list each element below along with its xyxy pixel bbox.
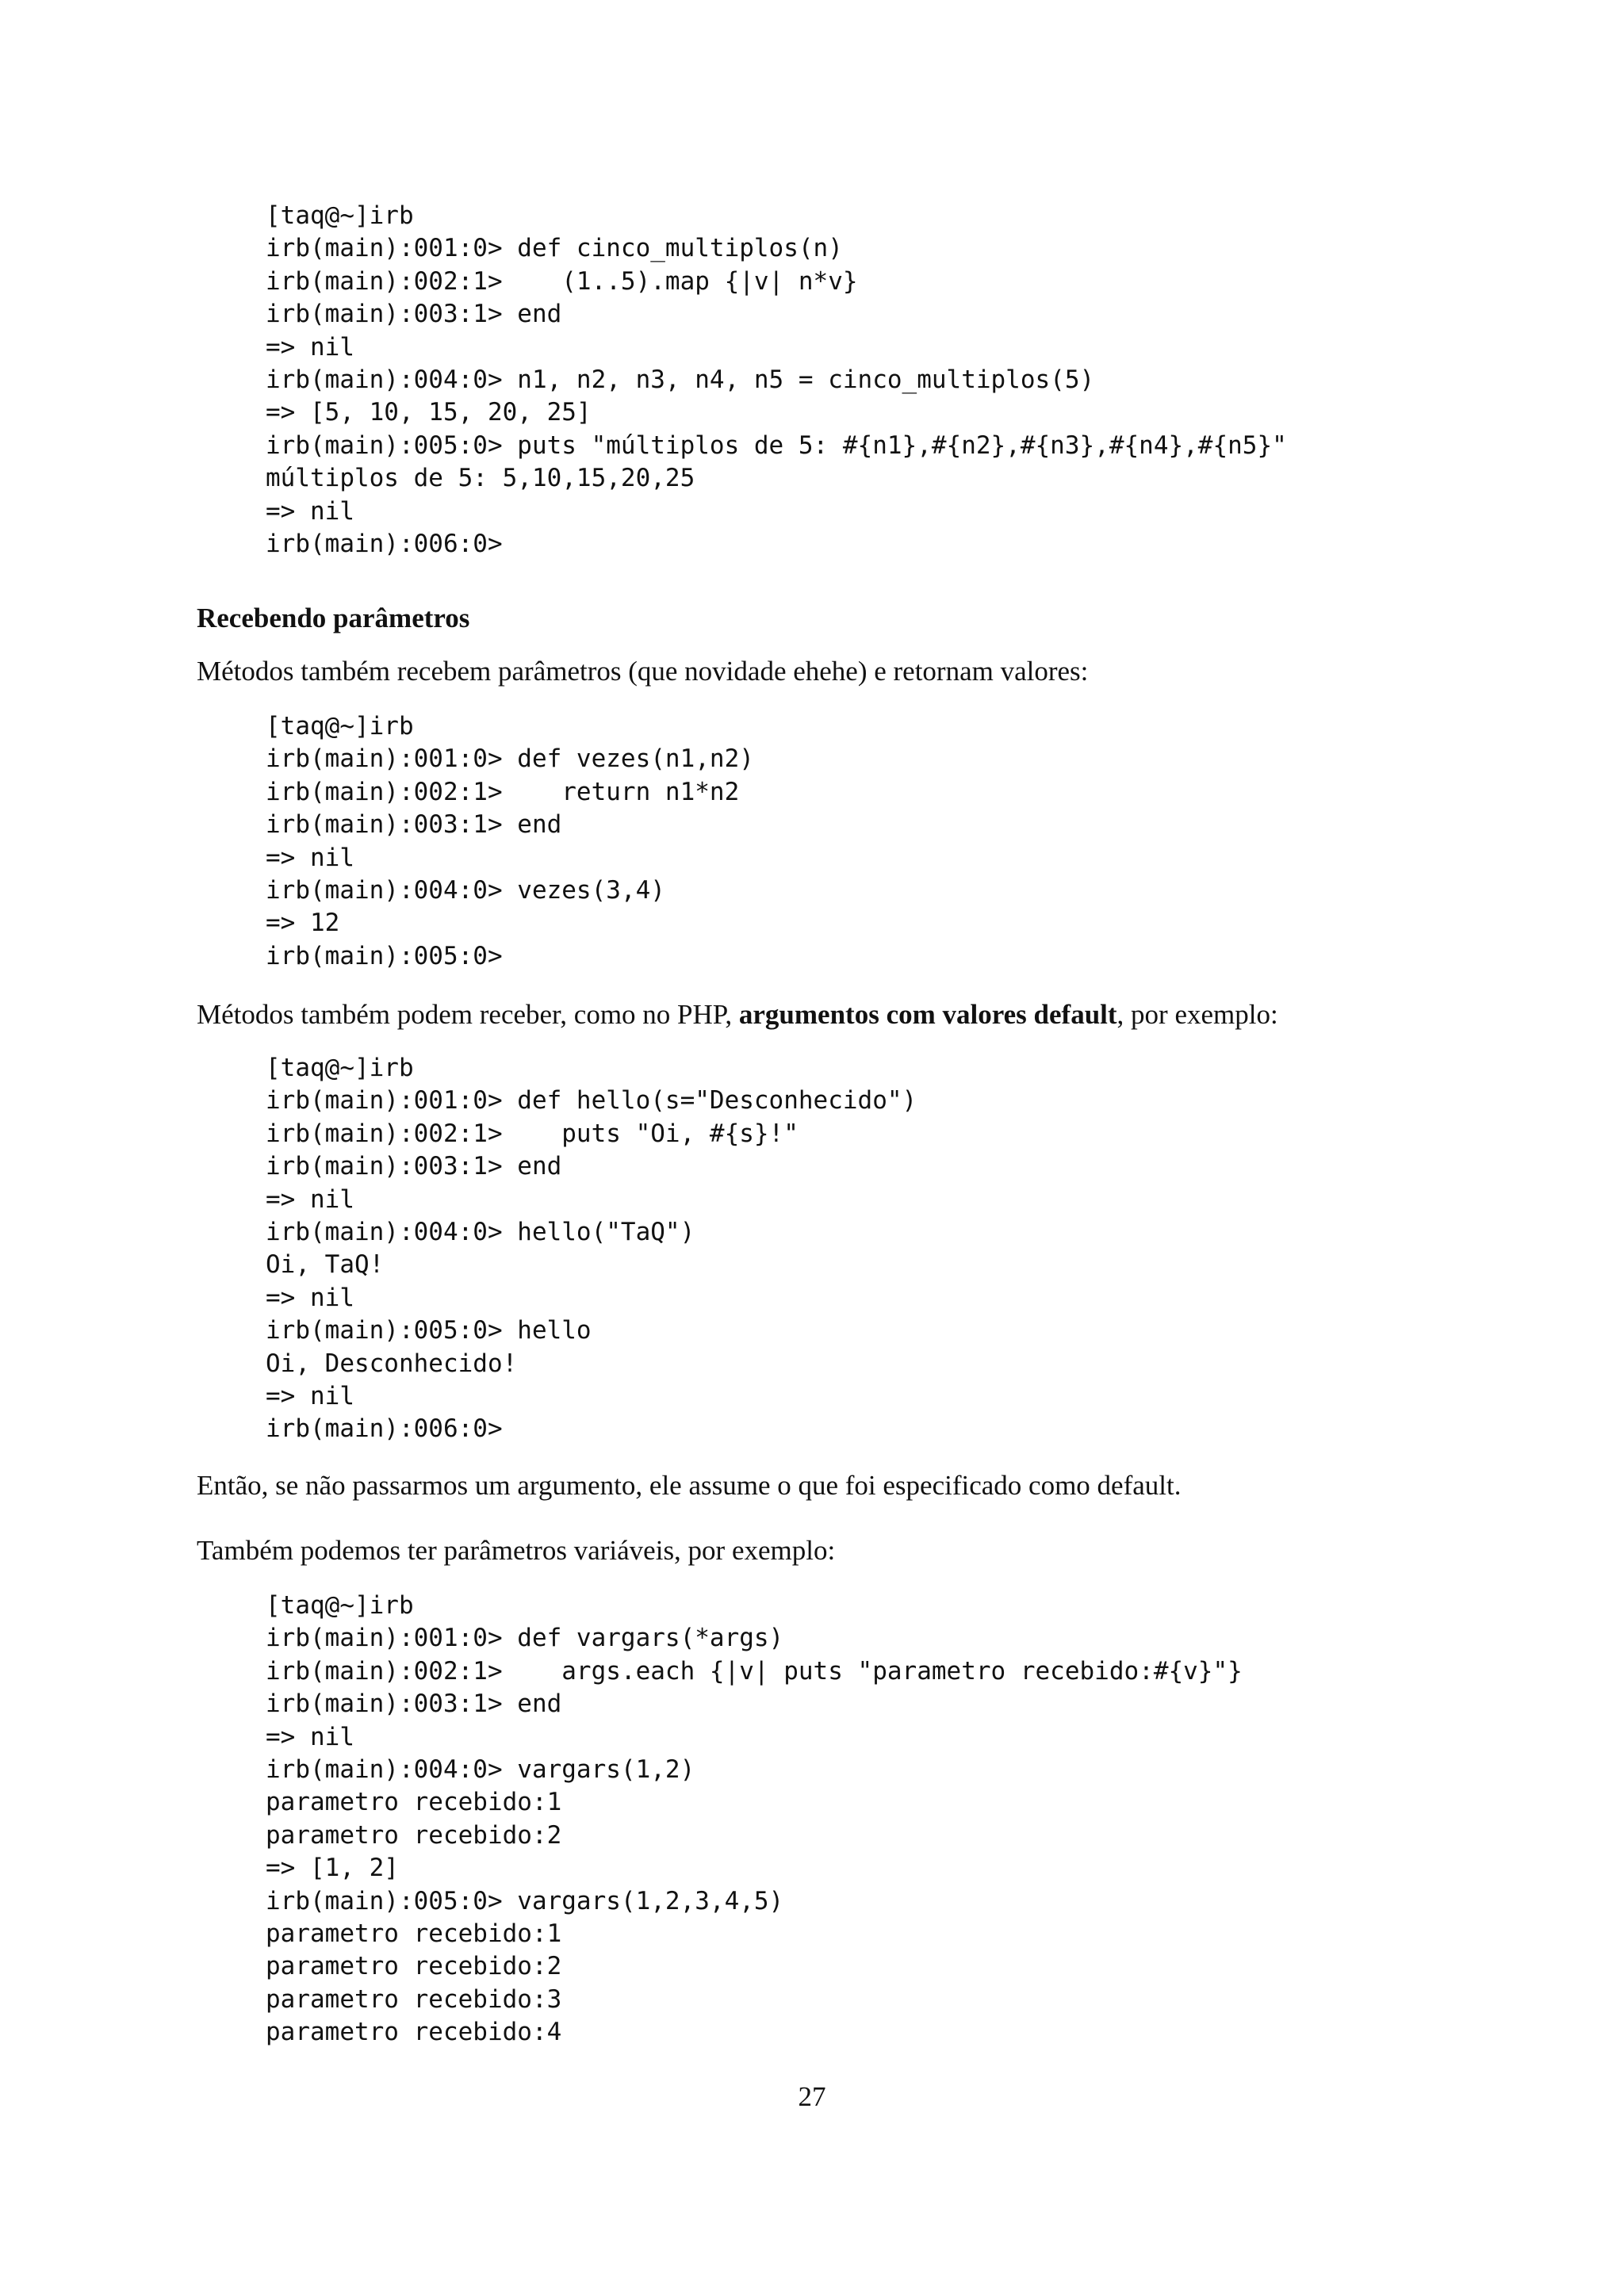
paragraph-variable-params: Também podemos ter parâmetros variáveis, por exemplo: [197,1535,836,1566]
paragraph-text: , por exemplo: [1116,999,1278,1030]
code-line: irb(main):003:1> end [266,810,562,840]
code-line: irb(main):005:0> puts "múltiplos de 5: #{n1},#{n2},#{n3},#{n4},#{n5}" [266,430,1287,460]
code-line: irb(main):006:0> [266,1414,503,1444]
code-line: [taq@~]irb [266,201,414,230]
code-line: irb(main):001:0> def cinco_multiplos(n) [266,234,843,263]
code-line: => [1, 2] [266,1854,399,1883]
code-line: Oi, Desconhecido! [266,1349,518,1378]
code-line: irb(main):001:0> def vargars(*args) [266,1624,784,1653]
code-line: Oi, TaQ! [266,1250,385,1280]
code-line: parametro recebido:1 [266,1788,562,1817]
code-line: irb(main):004:0> hello("TaQ") [266,1217,695,1246]
code-line: irb(main):006:0> [266,529,503,558]
code-line: => nil [266,1722,354,1751]
code-line: irb(main):005:0> [266,941,503,970]
code-line: => nil [266,1381,354,1410]
code-line: => nil [266,332,354,362]
paragraph-text: Métodos também podem receber, como no PHP, [197,999,739,1030]
code-line: [taq@~]irb [266,712,414,740]
code-block-vezes [266,710,754,973]
code-line: irb(main):004:0> vezes(3,4) [266,875,665,905]
code-line: irb(main):002:1> puts "Oi, #{s}!" [266,1119,799,1148]
code-block-cinco-multiplos [266,200,1287,561]
code-line: irb(main):005:0> vargars(1,2,3,4,5) [266,1886,784,1915]
code-line: => nil [266,843,354,872]
code-line: irb(main):001:0> def vezes(n1,n2) [266,744,754,774]
code-line: parametro recebido:3 [266,1984,562,2014]
paragraph-return-values: Métodos também recebem parâmetros (que novidade ehehe) e retornam valores: [197,656,1089,687]
code-block-hello [266,1052,917,1446]
code-line: irb(main):002:1> return n1*n2 [266,777,740,806]
section-heading: Recebendo parâmetros [197,603,470,633]
code-line: parametro recebido:4 [266,2018,562,2047]
code-line: => nil [266,1283,354,1312]
code-line: irb(main):003:1> end [266,1689,562,1719]
code-line: => nil [266,1184,354,1214]
page-number: 27 [798,2081,826,2112]
code-line: parametro recebido:1 [266,1919,562,1948]
code-line: [taq@~]irb [266,1054,414,1082]
code-line: => 12 [266,909,340,938]
code-line: múltiplos de 5: 5,10,15,20,25 [266,464,695,493]
code-line: parametro recebido:2 [266,1820,562,1850]
code-line: => nil [266,496,354,526]
code-line: [taq@~]irb [266,1591,414,1620]
code-line: => [5, 10, 15, 20, 25] [266,398,592,427]
code-block-vargars [266,1590,1243,2049]
code-line: irb(main):003:1> end [266,1152,562,1181]
paragraph-default-explanation: Então, se não passarmos um argumento, ele assume o que foi especificado como default. [197,1470,1182,1501]
code-line: irb(main):004:0> vargars(1,2) [266,1755,695,1784]
code-line: irb(main):002:1> args.each {|v| puts "parametro recebido:#{v}"} [266,1656,1243,1686]
code-line: parametro recebido:2 [266,1952,562,1981]
code-line: irb(main):001:0> def hello(s="Desconhecido") [266,1086,917,1115]
bold-term: argumentos com valores default [738,999,1117,1030]
code-line: irb(main):005:0> hello [266,1316,592,1345]
code-line: irb(main):003:1> end [266,300,562,329]
code-line: irb(main):002:1> (1..5).map {|v| n*v} [266,266,858,296]
code-line: irb(main):004:0> n1, n2, n3, n4, n5 = cinco_multiplos(5) [266,365,1095,394]
paragraph-default-args [197,997,1278,1032]
